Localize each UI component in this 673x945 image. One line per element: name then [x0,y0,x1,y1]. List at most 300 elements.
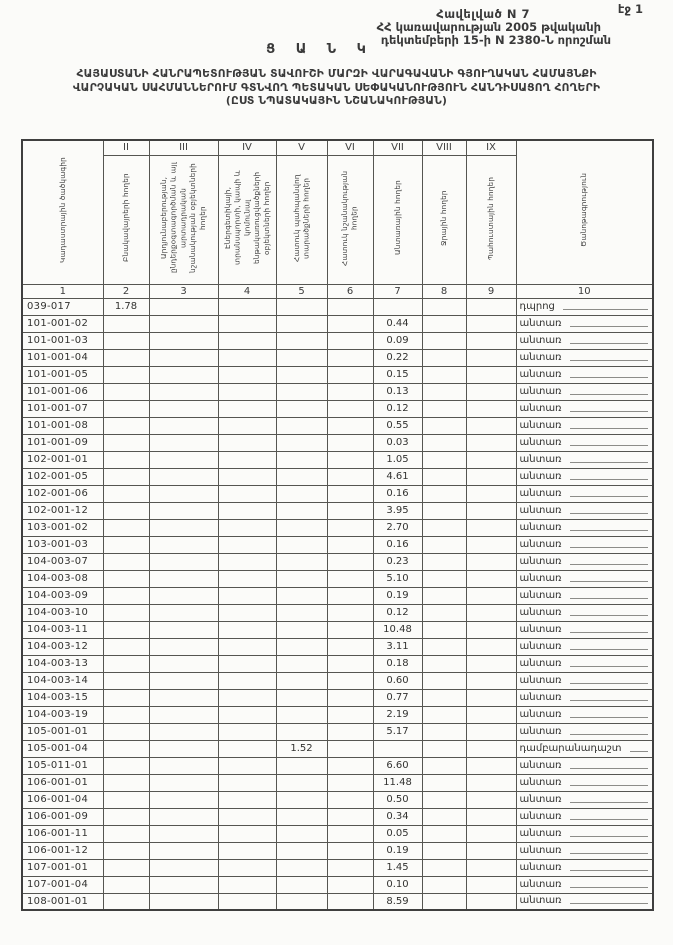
area-value-cell [276,808,327,825]
note-text: անտառ [519,572,562,584]
area-value-cell [218,536,276,553]
area-value-cell [422,315,466,332]
note-text: անտառ [519,776,562,788]
table-row [22,434,653,451]
note-wrap [517,622,653,638]
table-row [22,553,653,570]
note-text: անտառ [519,827,562,839]
note-cell [516,536,653,553]
note-cell [516,825,653,842]
column-number: 1 [22,284,103,298]
water-lands-label: Ջրային հողեր [439,189,449,246]
area-value-cell [327,706,373,723]
area-value-cell [466,655,516,672]
area-value-cell [466,417,516,434]
table-row [22,417,653,434]
note-cell [516,774,653,791]
note-wrap [517,367,653,383]
area-value-cell: 0.60 [373,672,422,689]
note-wrap [517,673,653,689]
note-text: անտառ [519,793,562,805]
area-value-cell [103,859,149,876]
roman-II: II [103,140,149,155]
cadastral-code-cell: 104-003-15 [22,689,103,706]
area-value-cell [327,689,373,706]
area-value-cell [422,774,466,791]
appendix-label: Հավելված N 7 [436,7,530,21]
area-value-cell [373,298,422,315]
note-wrap [517,639,653,655]
table-row [22,774,653,791]
area-value-cell [149,298,218,315]
area-value-cell [422,672,466,689]
table-row [22,468,653,485]
scan-underline [570,564,648,565]
note-text: անտառ [519,521,562,533]
area-value-cell [422,553,466,570]
note-text: անտառ [519,589,562,601]
scan-underline [570,530,648,531]
table-row [22,842,653,859]
note-text: դամբարանադաշտ [519,742,622,754]
roman-IV: IV [218,140,276,155]
area-value-cell [466,808,516,825]
area-value-cell [466,502,516,519]
forest-lands-label: Անտառային հողեր [392,180,402,255]
area-value-cell [149,672,218,689]
cadastral-code-cell: 105-001-01 [22,723,103,740]
area-value-cell: 1.78 [103,298,149,315]
column-header-cadastral-code [22,140,103,284]
scan-underline [630,751,648,752]
note-cell [516,638,653,655]
column-header-protected-lands [276,155,327,284]
column-header-forest-lands [373,155,422,284]
area-value-cell [327,791,373,808]
scan-underline [570,428,648,429]
note-wrap [517,588,653,604]
cadastral-code-cell: 101-001-09 [22,434,103,451]
area-value-cell: 1.52 [276,740,327,757]
area-value-cell [422,808,466,825]
note-text: անտառ [519,623,562,635]
cadastral-code-cell: 039-017 [22,298,103,315]
note-cell [516,468,653,485]
area-value-cell: 0.15 [373,366,422,383]
energy-transport-lands-label: Էներգետիկայի, տրանսպորտի, կապի և կոմունալ ենթակառուցվածքների օբյեկտների հողեր [222,170,271,265]
area-value-cell [422,825,466,842]
column-number: 4 [218,284,276,298]
area-value-cell [276,893,327,910]
area-value-cell [218,553,276,570]
note-cell [516,672,653,689]
note-wrap [517,503,653,519]
column-number: 5 [276,284,327,298]
area-value-cell [149,825,218,842]
area-value-cell [103,723,149,740]
cadastral-code-cell: 108-001-01 [22,893,103,910]
area-value-cell: 6.60 [373,757,422,774]
table-row [22,655,653,672]
note-text: անտառ [519,810,562,822]
area-value-cell [149,808,218,825]
note-cell [516,859,653,876]
area-value-cell [103,349,149,366]
area-value-cell [149,876,218,893]
area-value-cell: 0.03 [373,434,422,451]
area-value-cell [276,757,327,774]
area-value-cell [149,859,218,876]
decree-line-2: դեկտեմբերի 15-ի N 2380-Ն որոշման [380,33,611,47]
note-wrap [517,486,653,502]
area-value-cell [422,638,466,655]
area-value-cell: 0.12 [373,400,422,417]
note-wrap [517,605,653,621]
column-header-special-purpose-lands [327,155,373,284]
note-wrap [517,537,653,553]
area-value-cell [218,451,276,468]
scan-underline [570,717,648,718]
note-text: դպրոց [519,300,555,312]
cadastral-code-cell: 104-003-09 [22,587,103,604]
area-value-cell [276,383,327,400]
area-value-cell [327,859,373,876]
area-value-cell [276,791,327,808]
note-text: անտառ [519,640,562,652]
area-value-cell [218,706,276,723]
note-wrap [517,299,653,315]
scan-underline [570,581,648,582]
area-value-cell [466,825,516,842]
area-value-cell [103,536,149,553]
document-title: Ց Ա Ն Կ [266,42,374,57]
area-value-cell [276,349,327,366]
cadastral-code-cell: 104-003-13 [22,655,103,672]
area-value-cell: 0.50 [373,791,422,808]
note-wrap [517,656,653,672]
note-wrap [517,690,653,706]
area-value-cell [466,587,516,604]
area-value-cell [422,485,466,502]
area-value-cell [422,417,466,434]
area-value-cell [103,893,149,910]
area-value-cell [276,298,327,315]
area-value-cell [422,536,466,553]
area-value-cell [466,366,516,383]
area-value-cell [466,774,516,791]
area-value-cell [327,638,373,655]
area-value-cell [218,638,276,655]
note-cell [516,366,653,383]
subtitle-line-3: (ԸՍՏ ՆՊԱՏԱԿԱՅԻՆ ՆՇԱՆԱԿՈՒԹՅԱՆ) [225,94,448,107]
cadastral-code-cell: 105-001-04 [22,740,103,757]
area-value-cell [327,298,373,315]
area-value-cell: 0.05 [373,825,422,842]
area-value-cell [327,536,373,553]
area-value-cell [276,604,327,621]
area-value-cell [218,298,276,315]
area-value-cell [103,400,149,417]
cadastral-code-cell: 106-001-11 [22,825,103,842]
note-text: անտառ [519,691,562,703]
cadastral-code-cell: 101-001-05 [22,366,103,383]
cadastral-code-cell: 103-001-02 [22,519,103,536]
area-value-cell [327,553,373,570]
note-cell [516,621,653,638]
column-number: 9 [466,284,516,298]
note-text: անտառ [519,657,562,669]
column-number: 2 [103,284,149,298]
roman-VII: VII [373,140,422,155]
scan-underline [570,394,648,395]
scan-underline [570,887,648,888]
note-cell [516,655,653,672]
subtitle-line-2: ՎԱՐՉԱԿԱՆ ՍԱՀՄԱՆՆԵՐՈՒՄ ԳՏՆՎՈՂ ՊԵՏԱԿԱՆ ՍԵՓԱԿԱՆՈՒԹՅՈՒՆ ՀԱՆԴԻՍԱՑՈՂ ՀՈՂԵՐԻ [72,80,601,94]
table-row [22,621,653,638]
area-value-cell [422,706,466,723]
table-row [22,485,653,502]
area-value-cell [103,808,149,825]
area-value-cell [218,757,276,774]
scan-underline [570,700,648,701]
area-value-cell [466,383,516,400]
note-text: անտառ [519,555,562,567]
area-value-cell [422,349,466,366]
table-row [22,519,653,536]
table-container [21,139,654,911]
area-value-cell [276,825,327,842]
area-value-cell [276,519,327,536]
table-row [22,400,653,417]
table-row [22,349,653,366]
note-wrap [517,316,653,332]
area-value-cell [218,689,276,706]
area-value-cell [276,621,327,638]
scan-underline [570,802,648,803]
area-value-cell [149,791,218,808]
cadastral-code-cell: 102-001-01 [22,451,103,468]
area-value-cell [149,502,218,519]
area-value-cell [103,485,149,502]
note-cell [516,383,653,400]
scan-underline [570,870,648,871]
table-row [22,672,653,689]
area-value-cell [103,570,149,587]
area-value-cell [466,349,516,366]
area-value-cell [327,672,373,689]
table-row [22,791,653,808]
area-value-cell [466,638,516,655]
note-cell [516,842,653,859]
area-value-cell [149,655,218,672]
cadastral-code-cell: 104-003-19 [22,706,103,723]
note-cell [516,298,653,315]
area-value-cell [149,451,218,468]
table-row [22,315,653,332]
note-wrap [517,792,653,808]
area-value-cell [276,434,327,451]
area-value-cell [422,383,466,400]
area-value-cell [218,825,276,842]
area-value-cell [327,604,373,621]
area-value-cell [103,774,149,791]
area-value-cell [218,791,276,808]
area-value-cell: 0.22 [373,349,422,366]
note-text: անտառ [519,504,562,516]
scan-underline [570,836,648,837]
area-value-cell [327,400,373,417]
note-text: անտառ [519,895,562,906]
area-value-cell [422,740,466,757]
table-row [22,638,653,655]
area-value-cell [327,655,373,672]
area-value-cell: 0.19 [373,587,422,604]
area-value-cell [466,434,516,451]
area-value-cell [327,366,373,383]
special-purpose-lands-label: Հատուկ նշանակության հողեր [340,169,359,266]
note-cell [516,757,653,774]
area-value-cell [327,349,373,366]
table-row [22,502,653,519]
area-value-cell [327,570,373,587]
area-value-cell [327,774,373,791]
cadastral-code-cell: 101-001-07 [22,400,103,417]
cadastral-code-cell: 101-001-08 [22,417,103,434]
area-value-cell [103,451,149,468]
area-value-cell [103,434,149,451]
note-cell [516,740,653,757]
area-value-cell [327,332,373,349]
note-cell [516,553,653,570]
area-value-cell [149,349,218,366]
scan-underline [570,377,648,378]
cadastral-code-cell: 104-003-14 [22,672,103,689]
cadastral-code-cell: 107-001-04 [22,876,103,893]
note-cell [516,791,653,808]
area-value-cell [149,706,218,723]
table-row [22,893,653,910]
area-value-cell [422,468,466,485]
scan-underline [570,360,648,361]
scan-underline [570,734,648,735]
column-number: 10 [516,284,653,298]
area-value-cell [218,740,276,757]
note-cell [516,723,653,740]
area-value-cell [422,893,466,910]
note-text: անտառ [519,487,562,499]
area-value-cell [466,689,516,706]
area-value-cell [276,876,327,893]
area-value-cell [103,621,149,638]
area-value-cell: 0.16 [373,485,422,502]
area-value-cell [422,723,466,740]
note-wrap [517,775,653,791]
area-value-cell [422,400,466,417]
table-row [22,332,653,349]
area-value-cell [218,893,276,910]
area-value-cell [422,587,466,604]
decree-line-1: ՀՀ կառավարության 2005 թվականի [376,20,601,34]
area-value-cell [466,485,516,502]
note-text: անտառ [519,470,562,482]
area-value-cell [466,757,516,774]
cadastral-code-cell: 104-003-08 [22,570,103,587]
note-wrap [517,724,653,740]
area-value-cell [466,332,516,349]
area-value-cell [276,587,327,604]
note-cell [516,689,653,706]
area-value-cell [218,383,276,400]
cadastral-code-cell: 106-001-04 [22,791,103,808]
area-value-cell [327,740,373,757]
note-cell [516,451,653,468]
note-wrap [517,418,653,434]
area-value-cell [103,587,149,604]
column-header-energy-transport-lands [218,155,276,284]
area-value-cell [466,315,516,332]
area-value-cell: 2.70 [373,519,422,536]
area-value-cell [466,536,516,553]
area-value-cell [422,332,466,349]
note-text: անտառ [519,385,562,397]
area-value-cell [466,859,516,876]
area-value-cell: 0.19 [373,842,422,859]
table-row [22,298,653,315]
area-value-cell [218,859,276,876]
note-cell [516,876,653,893]
roman-V: V [276,140,327,155]
area-value-cell [276,706,327,723]
cadastral-code-cell: 104-003-12 [22,638,103,655]
area-value-cell [218,468,276,485]
table-row [22,723,653,740]
area-value-cell [373,740,422,757]
area-value-cell [218,723,276,740]
area-value-cell [149,757,218,774]
table-row [22,740,653,757]
area-value-cell [103,502,149,519]
area-value-cell [218,315,276,332]
column-number: 3 [149,284,218,298]
area-value-cell [466,519,516,536]
area-value-cell [327,434,373,451]
area-value-cell [276,842,327,859]
area-value-cell [276,689,327,706]
table-row [22,536,653,553]
area-value-cell [276,468,327,485]
cadastral-code-cell: 101-001-06 [22,383,103,400]
area-value-cell [103,655,149,672]
table-body [22,298,653,910]
area-value-cell [422,842,466,859]
area-value-cell: 4.61 [373,468,422,485]
area-value-cell [149,842,218,859]
area-value-cell [422,298,466,315]
area-value-cell [276,859,327,876]
area-value-cell [103,638,149,655]
area-value-cell [327,315,373,332]
note-cell [516,485,653,502]
cadastral-code-cell: 106-001-01 [22,774,103,791]
area-value-cell [218,349,276,366]
note-cell [516,808,653,825]
note-wrap [517,401,653,417]
area-value-cell: 8.59 [373,893,422,910]
area-value-cell [218,774,276,791]
area-value-cell [103,417,149,434]
area-value-cell: 0.12 [373,604,422,621]
note-text: անտառ [519,368,562,380]
